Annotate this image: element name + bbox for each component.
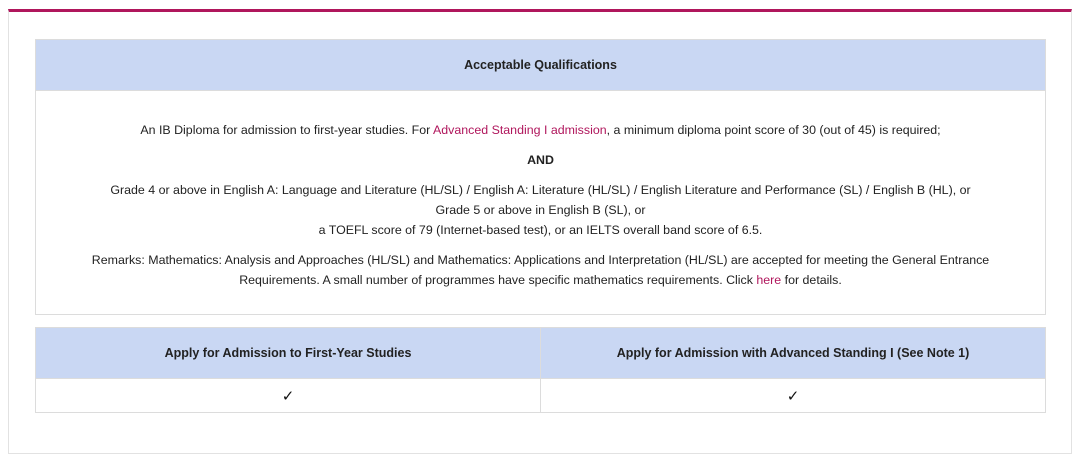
advanced-standing-check-cell bbox=[541, 379, 1046, 413]
checkmark-icon: ✓ bbox=[786, 387, 800, 405]
remarks-text-before: Remarks: Mathematics: Analysis and Approaches (HL/SL) and Mathematics: Applications and Interpretation (HL/SL) are accepted for meeting the General Entrance Requirements. A small number of programmes have specific mathematics requirements. Click bbox=[91, 252, 990, 287]
qualifications-body bbox=[36, 91, 1046, 315]
intro-text-after: , a minimum diploma point score of 30 (out of 45) is required; bbox=[606, 122, 941, 137]
advanced-standing-link[interactable]: Advanced Standing I admission bbox=[433, 122, 607, 137]
english-line-2: Grade 5 or above in English B (SL), or bbox=[435, 202, 646, 217]
checkmark-icon: ✓ bbox=[281, 387, 295, 405]
apply-table bbox=[35, 327, 1046, 413]
english-line-3: a TOEFL score of 79 (Internet-based test), or an IELTS overall band score of 6.5. bbox=[318, 222, 763, 237]
remarks-paragraph bbox=[50, 250, 1031, 290]
and-label: AND bbox=[527, 152, 554, 167]
qualifications-header: Acceptable Qualifications bbox=[36, 40, 1046, 91]
intro-text-before: An IB Diploma for admission to first-year studies. For bbox=[140, 122, 434, 137]
english-line-1: Grade 4 or above in English A: Language and Literature (HL/SL) / English A: Literature (HL/SL) / English Literature and Performance (SL) / English B (HL), or bbox=[110, 182, 971, 197]
advanced-standing-column-header: Apply for Admission with Advanced Standing I (See Note 1) bbox=[541, 328, 1046, 379]
first-year-column-header: Apply for Admission to First-Year Studies bbox=[36, 328, 541, 379]
remarks-text-after: for details. bbox=[781, 272, 842, 287]
details-here-link[interactable]: here bbox=[756, 272, 782, 287]
qualifications-table bbox=[35, 39, 1046, 315]
content-card bbox=[8, 9, 1072, 454]
ib-diploma-paragraph bbox=[50, 120, 1031, 140]
first-year-check-cell bbox=[36, 379, 541, 413]
